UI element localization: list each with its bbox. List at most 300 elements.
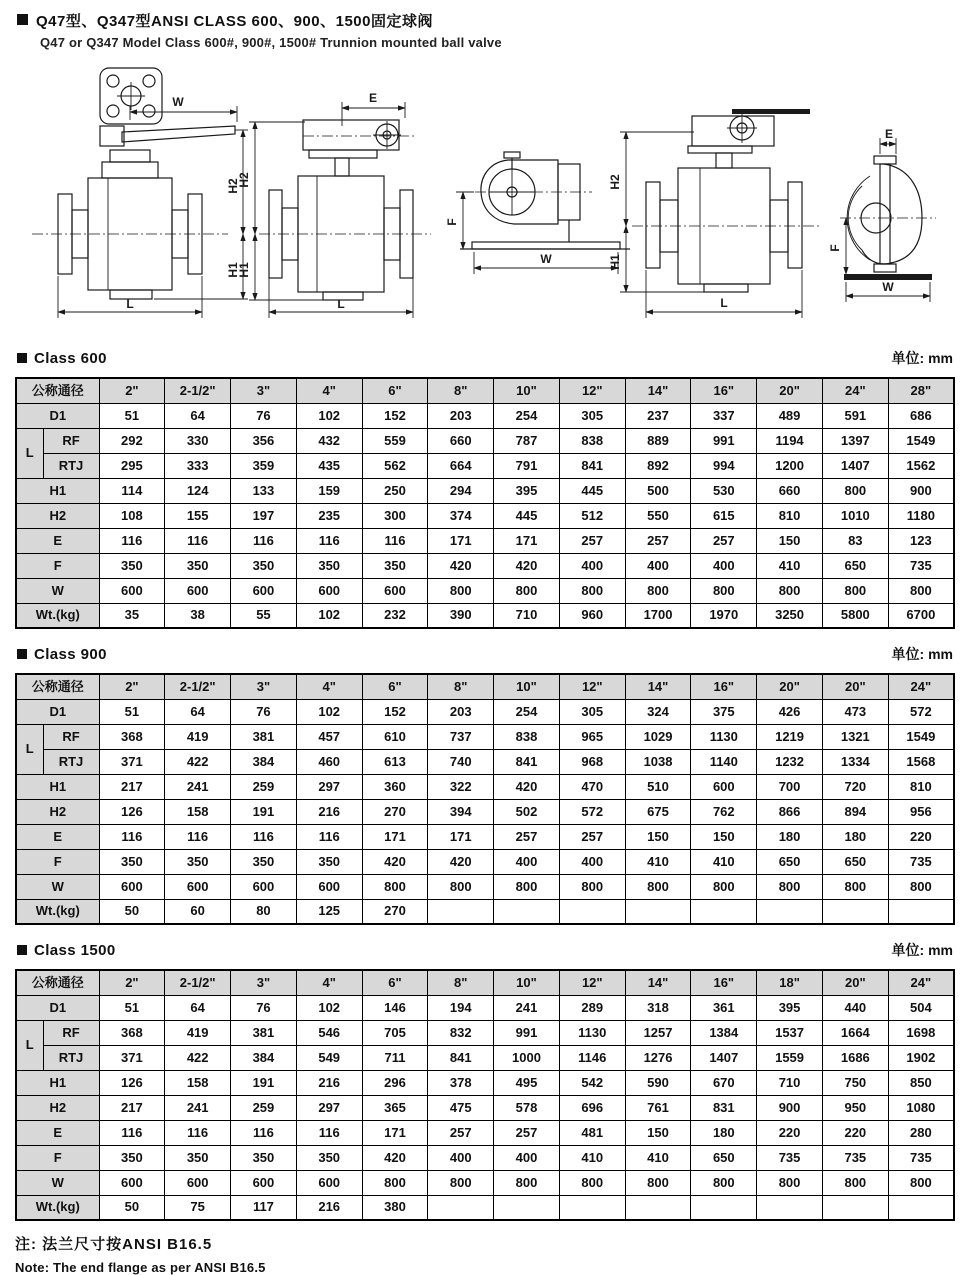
value-cell: 394 (428, 799, 494, 824)
value-cell: 102 (296, 699, 362, 724)
value-cell: 171 (362, 1120, 428, 1145)
valve-drawing-gear-front (237, 91, 431, 318)
value-cell: 297 (296, 1095, 362, 1120)
value-cell: 800 (559, 874, 625, 899)
value-cell: 150 (625, 1120, 691, 1145)
size-header-cell: 24" (888, 970, 954, 995)
value-cell: 470 (559, 774, 625, 799)
unit-label: 单位: mm (891, 942, 953, 958)
value-cell (822, 1195, 888, 1220)
value-cell: 294 (428, 478, 494, 503)
dim-label-h2: H2 (237, 172, 251, 188)
value-cell: 841 (494, 749, 560, 774)
dim-label-h2: H2 (226, 178, 240, 194)
valve-drawings-svg (15, 60, 955, 328)
table-header-row (16, 970, 954, 995)
value-cell: 1321 (822, 724, 888, 749)
value-cell: 761 (625, 1095, 691, 1120)
table-row (16, 824, 954, 849)
value-cell: 235 (296, 503, 362, 528)
unit-label: 单位: mm (891, 646, 953, 662)
value-cell: 1686 (822, 1045, 888, 1070)
value-cell: 735 (757, 1145, 823, 1170)
value-cell: 960 (559, 603, 625, 628)
value-cell: 432 (296, 428, 362, 453)
value-cell: 116 (231, 528, 297, 553)
value-cell: 360 (362, 774, 428, 799)
value-cell: 420 (362, 849, 428, 874)
value-cell: 1200 (757, 453, 823, 478)
value-cell: 838 (494, 724, 560, 749)
value-cell: 489 (757, 403, 823, 428)
value-cell: 126 (99, 1070, 165, 1095)
value-cell: 991 (691, 428, 757, 453)
size-header-cell: 20" (757, 674, 823, 699)
value-cell: 426 (757, 699, 823, 724)
value-cell: 83 (822, 528, 888, 553)
dim-label: D1 (16, 699, 99, 724)
size-header-cell: 20" (757, 378, 823, 403)
value-cell: 375 (691, 699, 757, 724)
value-cell: 60 (165, 899, 231, 924)
dim-label: F (16, 553, 99, 578)
value-cell: 359 (231, 453, 297, 478)
size-header-cell: 3" (231, 378, 297, 403)
table-row (16, 1120, 954, 1145)
valve-drawing-gear-side (445, 152, 630, 274)
value-cell: 217 (99, 774, 165, 799)
valve-drawing-gear-front-2 (608, 109, 820, 318)
dim-label-l: L (126, 297, 134, 311)
value-cell: 1549 (888, 428, 954, 453)
size-header-cell: 16" (691, 674, 757, 699)
value-cell (559, 899, 625, 924)
value-cell: 810 (757, 503, 823, 528)
section-bullet-icon (17, 649, 27, 659)
size-header-cell: 2-1/2" (165, 378, 231, 403)
size-header-cell: 24" (888, 674, 954, 699)
dim-label: H1 (16, 1070, 99, 1095)
value-cell: 866 (757, 799, 823, 824)
value-cell: 216 (296, 1195, 362, 1220)
value-cell: 400 (625, 553, 691, 578)
value-cell: 300 (362, 503, 428, 528)
size-header-cell: 8" (428, 378, 494, 403)
dim-label-w: W (540, 252, 552, 266)
value-cell: 250 (362, 478, 428, 503)
size-header-cell: 6" (362, 378, 428, 403)
size-col-header: 公称通径 (16, 970, 99, 995)
value-cell: 1232 (757, 749, 823, 774)
size-header-cell: 10" (494, 970, 560, 995)
value-cell: 38 (165, 603, 231, 628)
value-cell: 171 (494, 528, 560, 553)
value-cell: 800 (362, 1170, 428, 1195)
value-cell: 705 (362, 1020, 428, 1045)
value-cell: 664 (428, 453, 494, 478)
size-header-cell: 16" (691, 970, 757, 995)
value-cell: 116 (362, 528, 428, 553)
value-cell: 1397 (822, 428, 888, 453)
section-head-class-900 (15, 644, 953, 664)
table-row (16, 849, 954, 874)
value-cell: 735 (888, 849, 954, 874)
dim-label-e: E (884, 127, 894, 141)
dim-label: D1 (16, 403, 99, 428)
value-cell (625, 899, 691, 924)
dim-label: H1 (16, 478, 99, 503)
table-row (16, 1045, 954, 1070)
value-cell: 400 (494, 849, 560, 874)
value-cell: 257 (559, 824, 625, 849)
valve-drawing-end-view (828, 127, 936, 302)
value-cell (494, 1195, 560, 1220)
value-cell: 530 (691, 478, 757, 503)
value-cell: 475 (428, 1095, 494, 1120)
size-header-cell: 28" (888, 378, 954, 403)
value-cell: 737 (428, 724, 494, 749)
value-cell: 546 (296, 1020, 362, 1045)
value-cell: 800 (822, 578, 888, 603)
value-cell: 1000 (494, 1045, 560, 1070)
valve-drawing-lever-front (32, 68, 248, 318)
value-cell: 158 (165, 1070, 231, 1095)
value-cell: 613 (362, 749, 428, 774)
value-cell: 257 (625, 528, 691, 553)
value-cell: 102 (296, 995, 362, 1020)
value-cell: 590 (625, 1070, 691, 1095)
value-cell: 850 (888, 1070, 954, 1095)
value-cell: 1549 (888, 724, 954, 749)
value-cell: 368 (99, 1020, 165, 1045)
value-cell: 800 (757, 1170, 823, 1195)
value-cell: 504 (888, 995, 954, 1020)
value-cell: 305 (559, 699, 625, 724)
value-cell (888, 899, 954, 924)
value-cell: 994 (691, 453, 757, 478)
value-cell: 510 (625, 774, 691, 799)
value-cell: 1407 (691, 1045, 757, 1070)
size-header-cell: 6" (362, 970, 428, 995)
value-cell: 116 (165, 528, 231, 553)
value-cell: 615 (691, 503, 757, 528)
value-cell: 410 (757, 553, 823, 578)
table-row (16, 1195, 954, 1220)
value-cell: 257 (428, 1120, 494, 1145)
table-row (16, 528, 954, 553)
value-cell: 64 (165, 699, 231, 724)
value-cell: 116 (296, 1120, 362, 1145)
value-cell: 711 (362, 1045, 428, 1070)
value-cell: 502 (494, 799, 560, 824)
dim-label: F (16, 849, 99, 874)
dim-label: RF (43, 724, 99, 749)
value-cell: 220 (757, 1120, 823, 1145)
value-cell: 800 (559, 1170, 625, 1195)
dim-label: Wt.(kg) (16, 899, 99, 924)
section-bullet-icon (17, 353, 27, 363)
dim-label-h2: H2 (608, 174, 622, 190)
value-cell: 810 (888, 774, 954, 799)
value-cell: 270 (362, 799, 428, 824)
value-cell: 35 (99, 603, 165, 628)
value-cell: 116 (165, 824, 231, 849)
value-cell: 1029 (625, 724, 691, 749)
dim-label-l: L (720, 296, 728, 310)
value-cell: 500 (625, 478, 691, 503)
value-cell: 800 (888, 874, 954, 899)
value-cell: 216 (296, 1070, 362, 1095)
size-header-cell: 3" (231, 674, 297, 699)
value-cell: 51 (99, 699, 165, 724)
value-cell: 422 (165, 749, 231, 774)
value-cell: 800 (822, 874, 888, 899)
value-cell: 296 (362, 1070, 428, 1095)
value-cell: 380 (362, 1195, 428, 1220)
value-cell: 378 (428, 1070, 494, 1095)
value-cell: 572 (888, 699, 954, 724)
note-en: Note: The end flange as per ANSI B16.5 (15, 1260, 266, 1275)
value-cell: 710 (494, 603, 560, 628)
value-cell: 894 (822, 799, 888, 824)
value-cell: 457 (296, 724, 362, 749)
section-head-class-1500 (15, 940, 953, 960)
value-cell: 787 (494, 428, 560, 453)
value-cell (428, 899, 494, 924)
spec-table-class-600 (15, 377, 955, 629)
value-cell: 720 (822, 774, 888, 799)
value-cell: 956 (888, 799, 954, 824)
value-cell: 76 (231, 699, 297, 724)
value-cell: 197 (231, 503, 297, 528)
value-cell: 381 (231, 1020, 297, 1045)
value-cell: 800 (822, 478, 888, 503)
table-row (16, 995, 954, 1020)
value-cell: 420 (494, 553, 560, 578)
dim-label: H2 (16, 1095, 99, 1120)
table-row (16, 503, 954, 528)
value-cell: 512 (559, 503, 625, 528)
table-row (16, 1170, 954, 1195)
value-cell: 371 (99, 749, 165, 774)
value-cell: 495 (494, 1070, 560, 1095)
dim-label: RTJ (43, 453, 99, 478)
value-cell: 368 (99, 724, 165, 749)
value-cell: 159 (296, 478, 362, 503)
value-cell: 51 (99, 403, 165, 428)
value-cell: 1194 (757, 428, 823, 453)
value-cell: 600 (296, 1170, 362, 1195)
value-cell: 305 (559, 403, 625, 428)
value-cell: 116 (231, 1120, 297, 1145)
value-cell: 831 (691, 1095, 757, 1120)
value-cell: 318 (625, 995, 691, 1020)
value-cell: 838 (559, 428, 625, 453)
section-heading: Class 900 (34, 645, 107, 663)
table-row (16, 1095, 954, 1120)
dim-label: Wt.(kg) (16, 603, 99, 628)
value-cell: 124 (165, 478, 231, 503)
value-cell: 600 (165, 874, 231, 899)
value-cell: 800 (757, 578, 823, 603)
value-cell: 55 (231, 603, 297, 628)
size-header-cell: 14" (625, 970, 691, 995)
value-cell: 384 (231, 749, 297, 774)
value-cell: 395 (757, 995, 823, 1020)
value-cell: 117 (231, 1195, 297, 1220)
value-cell: 1902 (888, 1045, 954, 1070)
value-cell (625, 1195, 691, 1220)
value-cell: 800 (428, 1170, 494, 1195)
value-cell: 6700 (888, 603, 954, 628)
value-cell: 125 (296, 899, 362, 924)
value-cell: 1537 (757, 1020, 823, 1045)
value-cell: 1664 (822, 1020, 888, 1045)
value-cell: 152 (362, 403, 428, 428)
dim-label: RTJ (43, 1045, 99, 1070)
value-cell: 550 (625, 503, 691, 528)
value-cell: 116 (99, 824, 165, 849)
value-cell: 968 (559, 749, 625, 774)
value-cell: 1130 (559, 1020, 625, 1045)
value-cell: 650 (822, 553, 888, 578)
size-header-cell: 24" (822, 378, 888, 403)
value-cell: 76 (231, 995, 297, 1020)
value-cell: 102 (296, 403, 362, 428)
value-cell: 572 (559, 799, 625, 824)
value-cell: 900 (757, 1095, 823, 1120)
value-cell: 445 (559, 478, 625, 503)
table-row (16, 1070, 954, 1095)
value-cell: 420 (494, 774, 560, 799)
size-header-cell: 20" (822, 970, 888, 995)
size-header-cell: 2-1/2" (165, 970, 231, 995)
table-row (16, 478, 954, 503)
value-cell: 350 (296, 849, 362, 874)
size-header-cell: 12" (559, 674, 625, 699)
value-cell: 350 (165, 849, 231, 874)
table-row (16, 1020, 954, 1045)
value-cell (559, 1195, 625, 1220)
value-cell: 259 (231, 1095, 297, 1120)
table-row (16, 874, 954, 899)
value-cell: 419 (165, 724, 231, 749)
value-cell: 841 (428, 1045, 494, 1070)
dim-label-h1: H1 (608, 254, 622, 270)
value-cell: 1257 (625, 1020, 691, 1045)
value-cell: 710 (757, 1070, 823, 1095)
value-cell: 116 (165, 1120, 231, 1145)
value-cell: 395 (494, 478, 560, 503)
value-cell: 259 (231, 774, 297, 799)
dim-group-label: L (16, 428, 43, 478)
value-cell (428, 1195, 494, 1220)
value-cell: 1276 (625, 1045, 691, 1070)
size-header-cell: 16" (691, 378, 757, 403)
footnotes (15, 1233, 955, 1275)
dim-label-w: W (882, 280, 894, 294)
value-cell: 123 (888, 528, 954, 553)
value-cell: 217 (99, 1095, 165, 1120)
value-cell: 1080 (888, 1095, 954, 1120)
value-cell: 150 (625, 824, 691, 849)
value-cell: 400 (428, 1145, 494, 1170)
dim-group-label: L (16, 1020, 43, 1070)
value-cell: 400 (494, 1145, 560, 1170)
value-cell: 171 (362, 824, 428, 849)
value-cell: 150 (757, 528, 823, 553)
value-cell: 991 (494, 1020, 560, 1045)
value-cell: 295 (99, 453, 165, 478)
dim-label-l: L (337, 297, 345, 311)
value-cell: 350 (231, 849, 297, 874)
value-cell: 1970 (691, 603, 757, 628)
table-row (16, 603, 954, 628)
value-cell: 1010 (822, 503, 888, 528)
value-cell: 950 (822, 1095, 888, 1120)
value-cell: 361 (691, 995, 757, 1020)
value-cell: 1698 (888, 1020, 954, 1045)
dim-group-label: L (16, 724, 43, 774)
size-col-header: 公称通径 (16, 674, 99, 699)
value-cell: 800 (888, 1170, 954, 1195)
value-cell (494, 899, 560, 924)
value-cell: 800 (888, 578, 954, 603)
value-cell: 410 (625, 1145, 691, 1170)
value-cell: 892 (625, 453, 691, 478)
value-cell: 371 (99, 1045, 165, 1070)
table-row (16, 1145, 954, 1170)
value-cell: 800 (559, 578, 625, 603)
dim-label: RF (43, 428, 99, 453)
value-cell: 542 (559, 1070, 625, 1095)
value-cell: 750 (822, 1070, 888, 1095)
value-cell: 600 (99, 1170, 165, 1195)
value-cell: 289 (559, 995, 625, 1020)
value-cell: 241 (494, 995, 560, 1020)
value-cell: 670 (691, 1070, 757, 1095)
value-cell: 350 (99, 849, 165, 874)
value-cell: 600 (231, 874, 297, 899)
dim-label: H1 (16, 774, 99, 799)
value-cell: 126 (99, 799, 165, 824)
section-bullet-icon (17, 945, 27, 955)
value-cell: 150 (691, 824, 757, 849)
table-row (16, 428, 954, 453)
value-cell: 800 (362, 874, 428, 899)
value-cell: 420 (428, 553, 494, 578)
size-header-cell: 4" (296, 970, 362, 995)
value-cell: 3250 (757, 603, 823, 628)
value-cell: 155 (165, 503, 231, 528)
dim-label: E (16, 528, 99, 553)
size-header-cell: 2" (99, 378, 165, 403)
value-cell: 356 (231, 428, 297, 453)
value-cell: 116 (296, 824, 362, 849)
dim-label: RTJ (43, 749, 99, 774)
value-cell: 337 (691, 403, 757, 428)
value-cell: 5800 (822, 603, 888, 628)
value-cell: 696 (559, 1095, 625, 1120)
value-cell: 900 (888, 478, 954, 503)
value-cell: 600 (99, 578, 165, 603)
value-cell: 1334 (822, 749, 888, 774)
value-cell: 350 (362, 553, 428, 578)
dim-label: D1 (16, 995, 99, 1020)
value-cell: 51 (99, 995, 165, 1020)
dim-label: Wt.(kg) (16, 1195, 99, 1220)
value-cell: 420 (428, 849, 494, 874)
